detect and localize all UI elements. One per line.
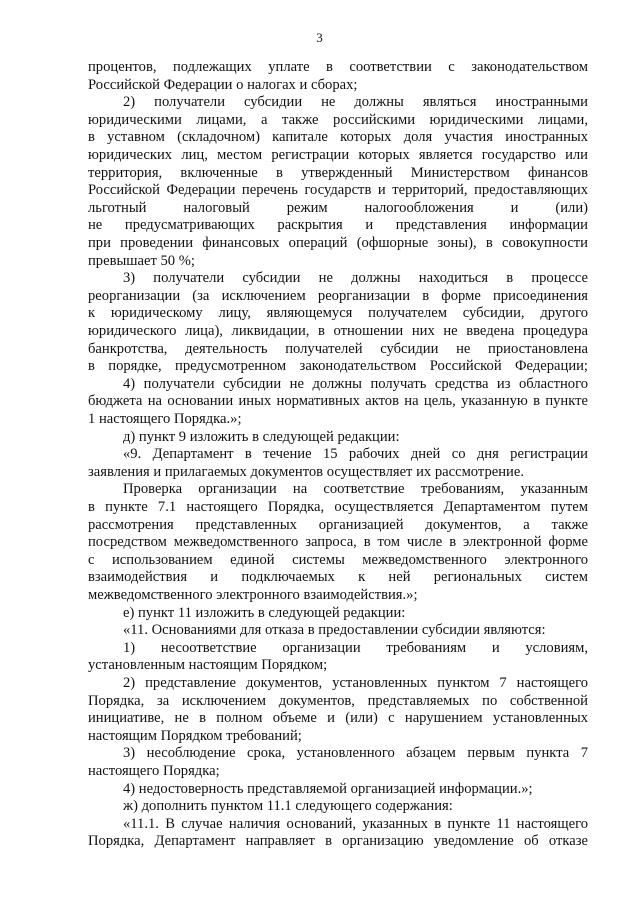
text-line: ж) дополнить пунктом 11.1 следующего содержания: [123,798,453,815]
text-line: территория, включенные в утвержденный Министерством финансов [88,164,588,181]
text-line: превышает 50 %; [88,252,195,269]
text-line: Порядка, Департамент направляет в организацию уведомление об отказе [88,833,588,850]
text-line: 3) получатели субсидии не должны находиться в процессе [123,270,588,287]
text-line: юридического лица), ликвидации, в отношении них не введена процедура [88,323,588,339]
text-line: в порядке, предусмотренном законодательством Российской Федерации; [88,358,588,375]
text-line: «11.1. В случае наличия оснований, указанных в пункте 11 настоящего [123,815,588,832]
page-number: 3 [316,30,323,45]
text-line: 1) несоответствие организации требованиям и условиям, [123,639,588,656]
text-line: к юридическому лицу, являющемуся получателем субсидии, другого [88,305,588,322]
text-line: 4) получатели субсидии не должны получать средства из областного [123,375,588,392]
text-line: Российской Федерации о налогах и сборах; [88,76,358,93]
text-line: настоящим Порядком требований; [88,727,302,744]
text-line: юридическими лицами, а также российскими юридическими лицами, [88,111,588,128]
text-line: процентов, подлежащих уплате в соответствии с законодательством [88,59,588,75]
text-line: не предусматривающих раскрытия и представления информации [88,217,588,234]
text-line: установленным настоящим Порядком; [88,657,328,674]
text-line: 3) несоблюдение срока, установленного абзацем первым пункта 7 [123,745,588,762]
text-line: д) пункт 9 изложить в следующей редакции: [123,428,400,445]
text-line: с использованием единой системы межведомственного электронного [88,551,588,568]
text-line: настоящего Порядка; [88,763,220,779]
text-line: 1 настоящего Порядка.»; [88,411,242,427]
text-line: 2) представление документов, установленных пунктом 7 настоящего [123,675,588,691]
text-line: «11. Основаниями для отказа в предоставлении субсидии являются: [123,622,546,639]
text-line: Проверка организации на соответствие требованиям, указанным [123,481,588,498]
text-line: в пункте 7.1 настоящего Порядка, осуществляется Департаментом путем [88,499,588,515]
text-line: Порядка, за исключением документов, представляемых по собственной [88,692,588,709]
text-line: «9. Департамент в течение 15 рабочих дней со дня регистрации [123,446,588,463]
text-line: юридических лиц, местом регистрации которых является государство или [88,147,588,163]
text-line: реорганизации (за исключением реорганизации в форме присоединения [88,287,588,304]
text-line: льготный налоговый режим налогообложения и (или) [88,199,588,216]
text-line: межведомственного электронного взаимодействия.»; [88,587,418,603]
text-line: при проведении финансовых операций (офшорные зоны), в совокупности [88,235,588,251]
text-line: заявления и прилагаемых документов осуществляет их рассмотрение. [88,463,524,480]
text-line: 4) недостоверность представляемой организацией информации.»; [123,780,533,797]
text-line: банкротства, деятельность получателей субсидии не приостановлена [88,340,588,357]
text-line: в уставном (складочном) капитале которых доля участия иностранных [88,129,588,146]
text-line: посредством межведомственного запроса, в том числе в электронной форме [88,534,588,551]
text-line: взаимодействия и подключаемых к ней региональных систем [88,569,588,586]
text-line: рассмотрения представленных организацией документов, а также [88,516,588,533]
text-line: Российской Федерации перечень государств и территорий, предоставляющих [88,182,588,199]
text-line: инициативе, не в полном объеме и (или) с нарушением установленных [88,710,588,727]
text-line: е) пункт 11 изложить в следующей редакции: [123,604,406,621]
text-line: бюджета на основании иных нормативных актов на цель, указанную в пункте [88,393,588,410]
text-line: 2) получатели субсидии не должны являться иностранными [123,94,588,111]
